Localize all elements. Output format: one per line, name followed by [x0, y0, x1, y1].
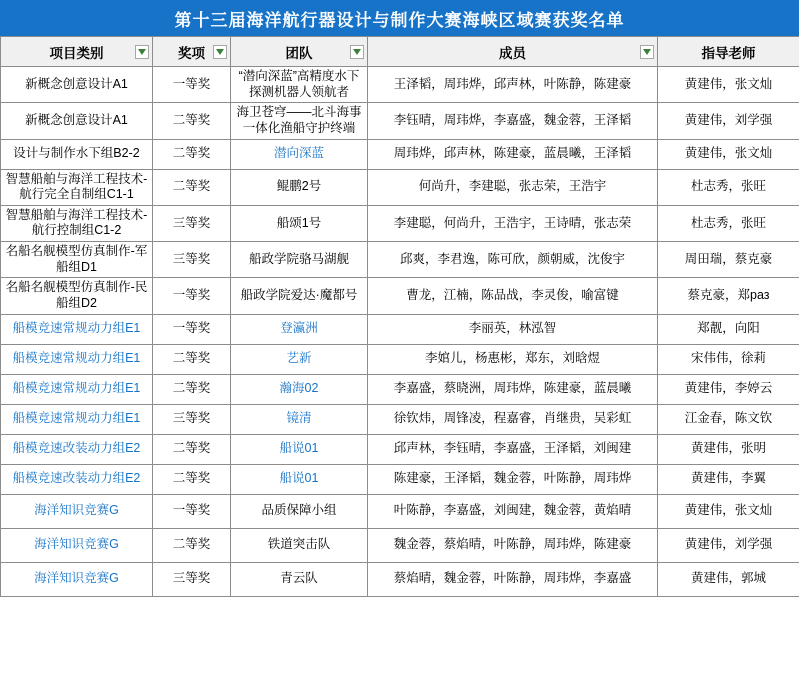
cell-award: 一等奖: [153, 67, 231, 103]
cell-award: 一等奖: [153, 494, 231, 528]
cell-category: 船模竞速改装动力组E2: [1, 434, 153, 464]
cell-teachers: 黄建伟，刘学强: [658, 528, 799, 562]
cell-members: 陈建豪，王泽韬，魏金蓉，叶陈静，周玮烨: [368, 464, 658, 494]
table-row: [1, 205, 799, 241]
cell-team: 艺新: [231, 344, 368, 374]
table-row: [1, 278, 799, 314]
cell-team: 登瀛洲: [231, 314, 368, 344]
table-row: [1, 139, 799, 169]
column-header-members: [368, 37, 658, 67]
cell-team: 镜清: [231, 404, 368, 434]
cell-members: 周玮烨，邱声林，陈建豪，蓝晨曦，王泽韬: [368, 139, 658, 169]
cell-award: 二等奖: [153, 344, 231, 374]
table-header-row: [1, 37, 799, 67]
cell-members: 李钰晴，周玮烨，李嘉盛，魏金蓉，王泽韬: [368, 103, 658, 139]
column-header-label: 奖项: [178, 45, 205, 61]
cell-award: 二等奖: [153, 464, 231, 494]
cell-team: “潜向深蓝”高精度水下探测机器人领航者: [231, 67, 368, 103]
table-row: [1, 464, 799, 494]
cell-team: 鲲鹏2号: [231, 169, 368, 205]
cell-category: 智慧船舶与海洋工程技术-航行控制组C1-2: [1, 205, 153, 241]
table-row: [1, 528, 799, 562]
table-row: [1, 169, 799, 205]
cell-award: 一等奖: [153, 314, 231, 344]
cell-teachers: 黄建伟，张文灿: [658, 67, 799, 103]
cell-members: 蔡焰晴，魏金蓉，叶陈静，周玮烨，李嘉盛: [368, 562, 658, 596]
cell-category: 海洋知识竞赛G: [1, 494, 153, 528]
cell-team: 海卫苍穹——北斗海事一体化渔船守护终端: [231, 103, 368, 139]
cell-category: 船模竞速常规动力组E1: [1, 314, 153, 344]
cell-award: 二等奖: [153, 374, 231, 404]
table-body: [1, 67, 799, 597]
table-row: [1, 67, 799, 103]
cell-award: 二等奖: [153, 434, 231, 464]
cell-award: 二等奖: [153, 139, 231, 169]
cell-category: 设计与制作水下组B2-2: [1, 139, 153, 169]
cell-category: 船模竞速常规动力组E1: [1, 344, 153, 374]
cell-team: 船政学院爱达·魔都号: [231, 278, 368, 314]
cell-team: 船说01: [231, 434, 368, 464]
table-row: [1, 314, 799, 344]
table-row: [1, 374, 799, 404]
cell-teachers: 黄建伟，张明: [658, 434, 799, 464]
cell-team: 潜向深蓝: [231, 139, 368, 169]
cell-teachers: 蔡克豪，郑раз: [658, 278, 799, 314]
cell-award: 三等奖: [153, 562, 231, 596]
cell-team: 瀚海02: [231, 374, 368, 404]
cell-category: 智慧船舶与海洋工程技术-航行完全自制组C1-1: [1, 169, 153, 205]
table-row: [1, 344, 799, 374]
cell-team: 船说01: [231, 464, 368, 494]
cell-team: 青云队: [231, 562, 368, 596]
cell-category: 船模竞速常规动力组E1: [1, 404, 153, 434]
column-header-teachers: [658, 37, 799, 67]
column-header-team: [231, 37, 368, 67]
table-row: [1, 103, 799, 139]
cell-members: 李婠儿，杨惠彬，郑东，刘晗煜: [368, 344, 658, 374]
cell-award: 二等奖: [153, 103, 231, 139]
cell-award: 三等奖: [153, 205, 231, 241]
cell-award: 三等奖: [153, 242, 231, 278]
cell-team: 品质保障小组: [231, 494, 368, 528]
cell-members: 李丽英，林泓智: [368, 314, 658, 344]
column-header-category: [1, 37, 153, 67]
cell-teachers: 黄建伟，张文灿: [658, 139, 799, 169]
cell-team: 铁道突击队: [231, 528, 368, 562]
column-header-award: [153, 37, 231, 67]
table-row: [1, 434, 799, 464]
cell-members: 李嘉盛，蔡晓洲，周玮烨，陈建豪，蓝晨曦: [368, 374, 658, 404]
table-row: [1, 404, 799, 434]
filter-dropdown-icon[interactable]: [350, 45, 364, 59]
awards-table: [0, 36, 799, 597]
table-row: [1, 242, 799, 278]
cell-members: 何尚升，李建聪，张志荣，王浩宇: [368, 169, 658, 205]
column-header-label: 成员: [499, 45, 526, 61]
cell-teachers: 杜志秀，张旺: [658, 169, 799, 205]
cell-category: 名船名舰模型仿真制作-军船组D1: [1, 242, 153, 278]
cell-category: 新概念创意设计A1: [1, 67, 153, 103]
column-header-label: 项目类别: [49, 45, 104, 61]
column-header-label: 指导老师: [701, 45, 756, 61]
column-header-label: 团队: [285, 45, 313, 61]
cell-members: 王泽韬，周玮烨，邱声林，叶陈静，陈建豪: [368, 67, 658, 103]
cell-members: 曹龙，江楠，陈品战，李灵俊，喻富键: [368, 278, 658, 314]
cell-teachers: 宋伟伟，徐莉: [658, 344, 799, 374]
cell-teachers: 周田瑞，蔡克豪: [658, 242, 799, 278]
cell-members: 魏金蓉，蔡焰晴，叶陈静，周玮烨，陈建豪: [368, 528, 658, 562]
cell-teachers: 黄建伟，李翼: [658, 464, 799, 494]
cell-members: 李建聪，何尚升，王浩宇，王诗晴，张志荣: [368, 205, 658, 241]
filter-dropdown-icon[interactable]: [640, 45, 654, 59]
cell-award: 二等奖: [153, 528, 231, 562]
cell-category: 船模竞速改装动力组E2: [1, 464, 153, 494]
cell-category: 海洋知识竞赛G: [1, 528, 153, 562]
filter-dropdown-icon[interactable]: [213, 45, 227, 59]
page-title: 第十三届海洋航行器设计与制作大赛海峡区域赛获奖名单: [0, 0, 799, 36]
cell-teachers: 杜志秀，张旺: [658, 205, 799, 241]
cell-award: 三等奖: [153, 404, 231, 434]
cell-award: 二等奖: [153, 169, 231, 205]
cell-team: 船颂1号: [231, 205, 368, 241]
cell-members: 邱爽，李君逸，陈可欣，颜朝威，沈俊宇: [368, 242, 658, 278]
cell-teachers: 黄建伟，张文灿: [658, 494, 799, 528]
filter-dropdown-icon[interactable]: [135, 45, 149, 59]
cell-teachers: 黄建伟，郭城: [658, 562, 799, 596]
cell-category: 船模竞速常规动力组E1: [1, 374, 153, 404]
cell-teachers: 黄建伟，李婷云: [658, 374, 799, 404]
cell-category: 海洋知识竞赛G: [1, 562, 153, 596]
cell-members: 叶陈静，李嘉盛，刘闽建，魏金蓉，黄焰晴: [368, 494, 658, 528]
cell-teachers: 黄建伟，刘学强: [658, 103, 799, 139]
cell-award: 一等奖: [153, 278, 231, 314]
cell-category: 新概念创意设计A1: [1, 103, 153, 139]
cell-members: 徐钦炜，周锋凌，程嘉睿，肖继贵，吴彩虹: [368, 404, 658, 434]
cell-teachers: 郑靓，向阳: [658, 314, 799, 344]
cell-team: 船政学院骆马湖舰: [231, 242, 368, 278]
table-row: [1, 562, 799, 596]
cell-category: 名船名舰模型仿真制作-民船组D2: [1, 278, 153, 314]
cell-teachers: 江金春，陈文钦: [658, 404, 799, 434]
table-row: [1, 494, 799, 528]
cell-members: 邱声林，李钰晴，李嘉盛，王泽韬，刘闽建: [368, 434, 658, 464]
